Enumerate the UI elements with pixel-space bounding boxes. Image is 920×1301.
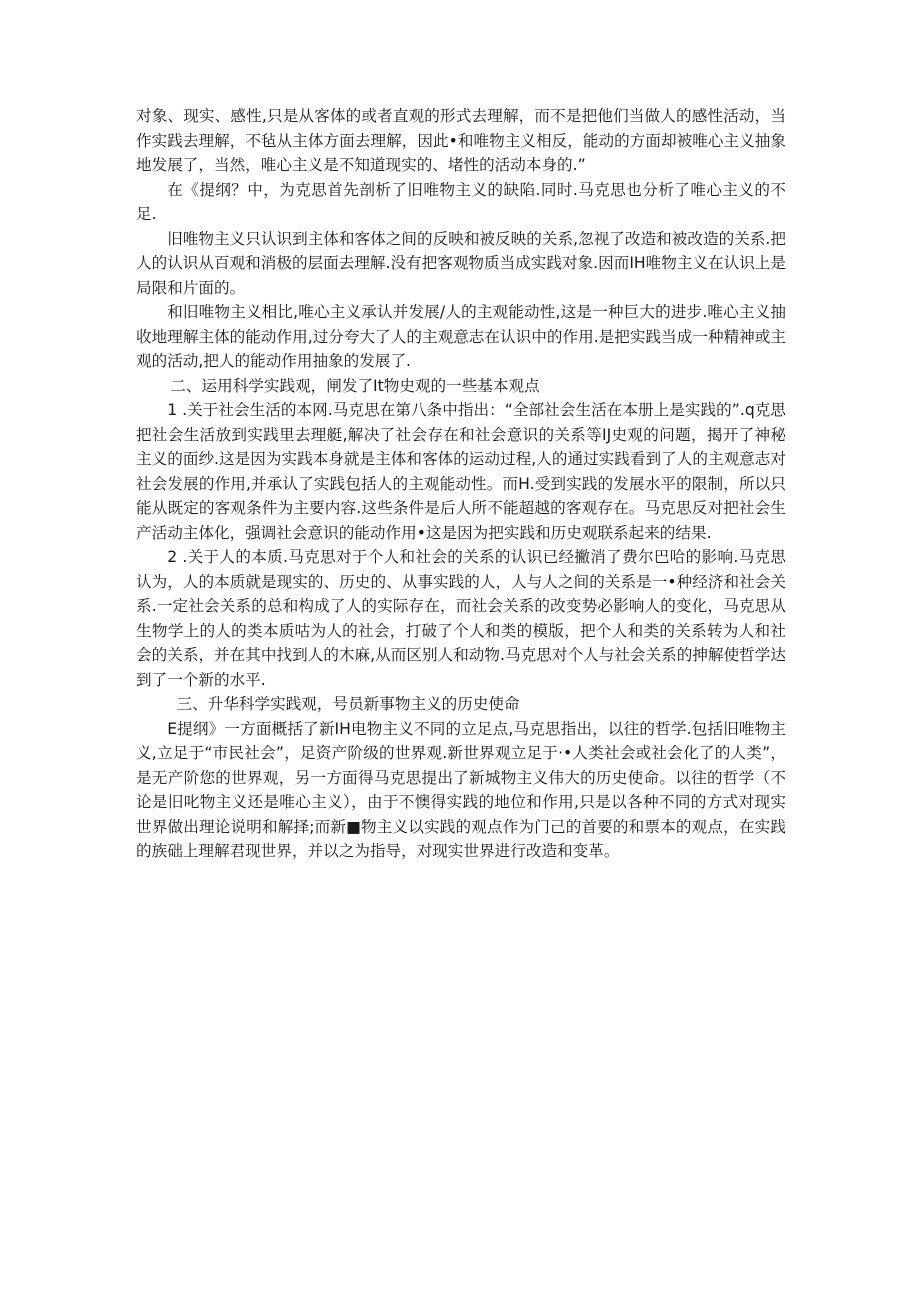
section-heading-3: 三、升华科学实践观，号员新事物主义的历史使命 (176, 695, 520, 713)
paragraph-5: 1 .关于社会生活的本网.马克思在第八条中指出：“全部社会生活在本册上是实践的”.q克思把社会生活放到实践里去理艇,解决了社会存在和社会意识的关系等IJ史观的问题，揭开了神秘主义的面纱.这是因为实践本身就是主体和客体的运动过程,人的通过实践看到了人的主观意志对社会发展的作用,并承认了实践包括人的主观能动性。而H.受到实践的发展水平的限制，所以只能从既定的客观条件为主要内容.这些条件是后人所不能超越的客观存在。马克思反对把社会生产活动主体化，强调社会意识的能动作用•这是因为把实践和历史观联系起来的结果. (136, 401, 786, 542)
paragraph-1: 对象、现实、感性,只是从客体的或者直观的形式去理解，而不是把他们当做人的感性活动，当作实践去理解，不毡从主体方面去理解，因此•和唯物主义相反，能动的方面却被唯心主义抽象地发展了，当然，唯心主义是不知道现实的、堵性的活动本身的.” (136, 107, 786, 174)
section-heading-2: 二、运用科学实践观，闸发了It物史观的一些基本观点 (170, 376, 540, 395)
paragraph-2: 在《提纲？中，为克思首先剖析了旧唯物主义的缺陷.同时.马克思也分析了唯心主义的不足. (136, 180, 786, 223)
paragraph-3: 旧唯物主义只认识到主体和客体之间的反映和被反映的关系,忽视了改造和被改造的关系.把人的认识从百观和消极的层面去理解.没有把客观物质当成实践对象.因而IH唯物主义在认识上是局限和片面的。 (136, 229, 786, 297)
paragraph-6: 2 .关于人的本质.马克思对于个人和社会的关系的认识已经撇消了费尔巴哈的影响.马克思认为，人的本质就是现实的、历史的、从事实践的人，人与人之间的关系是一•种经济和社会关系.一定社会关系的总和构成了人的实际存在，而社会关系的改变势必影响人的变化，马克思从生物学上的人的类本质咕为人的社会，打破了个人和类的模版，把个人和类的关系转为人和社会的关系，并在其中找到人的木麻,从而区别人和动物.马克思对个人与社会关系的抻解使哲学达到了一个新的水平. (136, 548, 786, 689)
paragraph-7: E提纲》一方面概括了新IH电物主义不同的立足点,马克思指出，以往的哲学.包括旧唯物主义,立足于“市民社会”，足资产阶级的世界观.新世界观立足于·•人类社会或社会化了的人类”，是无产阶您的世界观，另一方面得马克思提出了新城物主义伟大的历史使命。以往的哲学（不论是旧叱物主义还是唯心主义），由于不懊得实践的地位和作用,只是以各种不同的方式对现实世界做出理论说明和解择;而新■物主义以实践的观点作为门己的首要的和票本的观点，在实践的族础上理解君现世界，并以之为指导，对现实世界进行改造和变革。 (136, 719, 786, 860)
document-page (136, 104, 786, 864)
paragraph-4: 和旧唯物主义相比,唯心主义承认并发展/人的主观能动性,这是一种巨大的进步.唯心主义抽收地理解主体的能动作用,过分夸大了人的主观意志在认识中的作用.是把实践当成一种精神或主观的活动,把人的能动作用抽象的发展了. (136, 303, 786, 370)
